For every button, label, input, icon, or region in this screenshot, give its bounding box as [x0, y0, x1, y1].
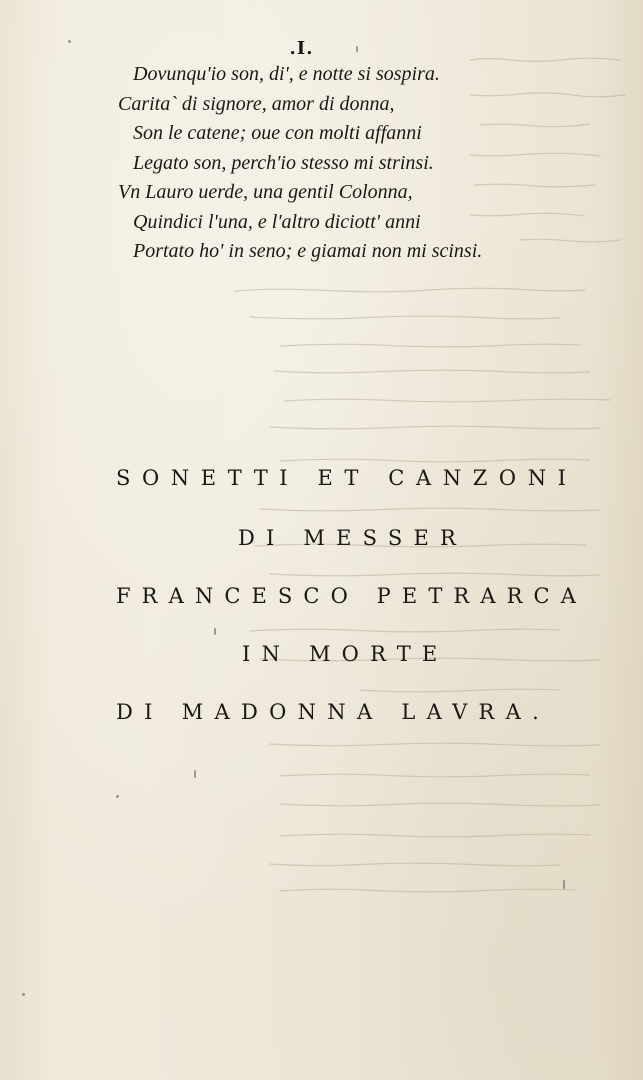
ink-speck [563, 880, 565, 889]
verse-line: Dovunqu'io son, di', e notte si sospira. [133, 63, 440, 85]
verse-line: Son le catene; oue con molti affanni [133, 122, 422, 144]
verse-line: Portato ho' in seno; e giamai non mi scinsi. [133, 240, 483, 262]
title-line: FRANCESCO PETRARCA [116, 584, 587, 608]
folio-number: .I. [289, 38, 314, 59]
sonnet-closing-verses [0, 60, 643, 267]
ink-speck [214, 628, 216, 635]
verse-line: Carita` di signore, amor di donna, [118, 92, 395, 115]
title-line: DI MESSER [238, 526, 467, 550]
ink-speck [116, 795, 119, 798]
ink-speck [22, 993, 25, 996]
title-line: SONETTI ET CANZONI [116, 466, 578, 490]
title-line: DI MADONNA LAVRA. [116, 700, 551, 724]
title-line: IN MORTE [242, 642, 449, 666]
verse-line: Vn Lauro uerde, una gentil Colonna, [118, 181, 413, 203]
verse-line: Legato son, perch'io stesso mi strinsi. [133, 151, 434, 174]
verse-line: Quindici l'una, e l'altro diciott' anni [133, 210, 421, 233]
ink-speck [194, 770, 196, 778]
